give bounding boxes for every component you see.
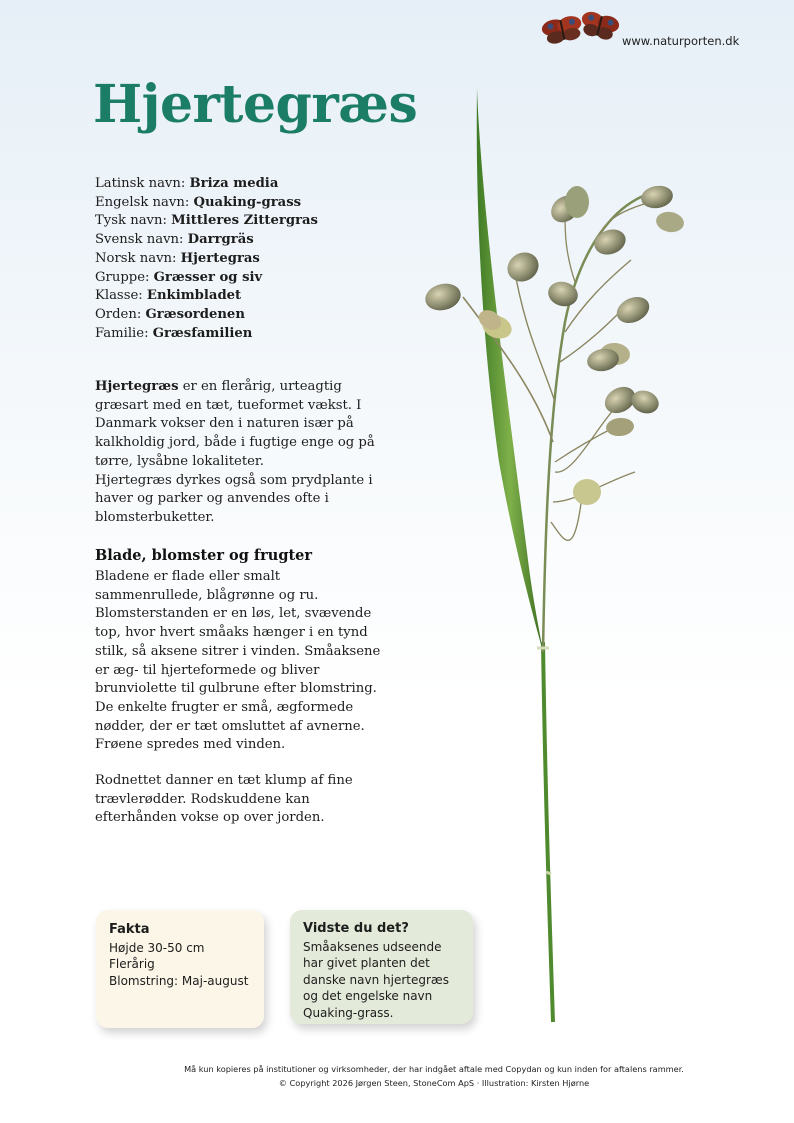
name-row-latin: Latinsk navn: Briza media <box>95 176 279 191</box>
name-value: Enkimbladet <box>146 288 242 304</box>
fakta-title: Fakta <box>109 922 150 937</box>
fakta-line: Højde 30-50 cm <box>109 940 205 955</box>
name-value: Hjertegras <box>180 250 260 266</box>
fakta-line: Blomstring: Maj-august <box>109 973 249 988</box>
site-url[interactable]: www.naturporten.dk <box>622 34 740 48</box>
name-row-group: Gruppe: Græsser og siv <box>95 269 263 285</box>
intro-lead: Hjertegræs <box>95 379 179 394</box>
did-you-know-title: Vidste du det? <box>303 921 409 936</box>
footer-license: Må kun kopieres på institutioner og virksomheder, der har indgået aftale med Copydan og kun inden for aftalens rammer. <box>184 1064 684 1074</box>
name-row-class: Klasse: Enkimbladet <box>95 288 242 304</box>
name-row-norwegian: Norsk navn: Hjertegras <box>95 250 260 266</box>
did-you-know-text: Småaksenes udseende har givet planten det danske navn hjertegræs og det engelske navn Quaking-grass. <box>303 939 449 1020</box>
name-row-swedish: Svensk navn: Darrgräs <box>95 232 254 248</box>
name-row-family: Familie: Græsfamilien <box>95 325 253 341</box>
section-heading: Blade, blomster og frugter <box>95 547 313 564</box>
name-row-order: Orden: Græsordenen <box>95 306 245 322</box>
fakta-line: Flerårig <box>109 957 155 971</box>
footer-copyright: © Copyright 2026 Jørgen Steen, StoneCom ApS · Illustration: Kirsten Hjørne <box>278 1078 590 1088</box>
fakta-box <box>96 910 264 1028</box>
section-paragraph: Bladene er flade eller smalt sammenrullede, blågrønne og ru. Blomsterstanden er en løs, let, svævende top, hvor hvert småaks hænger i en tynd stilk, så aksene sitrer i vinden. Småaksene er æg- til hjerteformede og bliver brunviolette til gulbrune efter blomstring. De enkelte frugter er små, ægformede nødder, der er tæt omsluttet af avnerne. Frøene spredes med vinden. <box>95 569 381 753</box>
intro-text-2: Hjertegræs dyrkes også som prydplante i haver og parker og anvendes ofte i blomsterbuketter. <box>95 472 373 525</box>
name-value: Græsser og siv <box>153 269 263 285</box>
footer <box>0 1062 794 1090</box>
quaking-grass-illustration <box>415 82 715 1032</box>
name-value: Mittleres Zittergras <box>171 213 318 229</box>
page-title: Hjertegræs <box>93 74 418 135</box>
name-value: Græsordenen <box>145 306 245 322</box>
intro-paragraph: Hjertegræs er en flerårig, urteagtig græsart med en tæt, tueformet vækst. I Danmark vokser den i naturen især på kalkholdig jord, både i fugtige enge og på tørre, lysåbne lokaliteter. Hjertegræs dyrkes også som prydplante i haver og parker og anvendes ofte i blomsterbuketter. <box>95 379 375 525</box>
name-row-german: Tysk navn: Mittleres Zittergras <box>95 213 318 229</box>
name-value: Briza media <box>189 176 279 191</box>
names-list <box>95 175 318 343</box>
name-row-english: Engelsk navn: Quaking-grass <box>95 194 302 210</box>
roots-paragraph: Rodnettet danner en tæt klump af fine trævlerødder. Rodskuddene kan efterhånden vokse op over jorden. <box>95 773 353 826</box>
name-value: Græsfamilien <box>152 325 253 341</box>
name-value: Darrgräs <box>187 232 254 248</box>
name-value: Quaking-grass <box>193 194 302 210</box>
butterfly-logo-icon <box>538 8 624 50</box>
